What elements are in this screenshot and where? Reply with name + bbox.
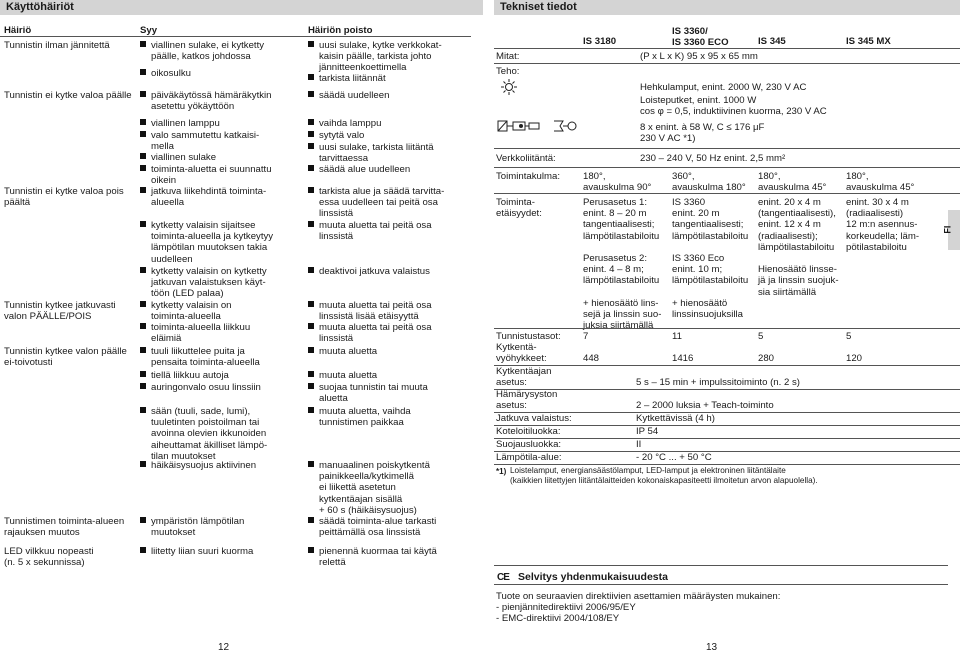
remedy-text: uusi sulake, kytke verkkokat- kaisin päälle, tarkista johto jännitteenkoettimella	[319, 40, 442, 74]
bullet-icon	[308, 41, 314, 47]
bullet-icon	[308, 517, 314, 523]
divider	[494, 193, 960, 194]
label-angle: Toimintakulma:	[496, 171, 560, 182]
value-dimensions: (P x L x K) 95 x 95 x 65 mm	[640, 51, 758, 62]
bullet-icon	[308, 323, 314, 329]
divider	[494, 328, 960, 329]
fault-text: Tunnistin ei kytke valoa päälle	[4, 90, 132, 101]
divider	[494, 167, 960, 168]
divider	[494, 63, 960, 64]
bullet-icon	[140, 41, 146, 47]
conformity-title: Selvitys yhdenmukaisuudesta	[518, 571, 668, 583]
fault-text: Tunnistimen toiminta-alueen rajauksen muutos	[4, 516, 125, 539]
label-continuous-light: Jatkuva valaistus:	[496, 413, 572, 424]
label-enclosure: Koteloitiluokka:	[496, 426, 561, 437]
bullet-icon	[308, 347, 314, 353]
header-divider	[0, 36, 471, 37]
bullet-icon	[308, 383, 314, 389]
bullet-icon	[140, 323, 146, 329]
label-temperature: Lämpötila-alue:	[496, 452, 562, 463]
bullet-icon	[308, 461, 314, 467]
cause-text: toiminta-alueella liikkuu eläimiä	[151, 322, 251, 345]
remedy-item	[308, 186, 473, 220]
remedy-text: muuta aluetta	[319, 346, 378, 357]
bullet-icon	[140, 301, 146, 307]
remedy-text: muuta aluetta	[319, 370, 378, 381]
remedy-text: sytytä valo	[319, 130, 365, 141]
cause-text: kytketty valaisin on kytketty jatkuvan valaistuksen käyt- töön (LED palaa)	[151, 266, 267, 300]
divider	[494, 48, 960, 49]
bullet-icon	[140, 69, 146, 75]
remedy-item	[308, 546, 473, 568]
bullet-icon	[140, 119, 146, 125]
bullet-icon	[140, 221, 146, 227]
cause-text: liitetty liian suuri kuorma	[151, 546, 254, 557]
divider	[494, 365, 960, 366]
value-protection-class: II	[636, 439, 642, 450]
fault-text: Tunnistin ilman jännitettä	[4, 40, 110, 51]
label-mains: Verkkoliitäntä:	[496, 153, 556, 164]
value-time-setting: 5 s – 15 min + impulssitoiminto (n. 2 s)	[636, 377, 800, 388]
remedy-text: säädä uudelleen	[319, 90, 390, 101]
cause-item	[140, 346, 305, 368]
bullet-icon	[308, 187, 314, 193]
cause-text: häikäisysuojus aktiivinen	[151, 460, 257, 471]
remedy-text: manuaalinen poiskytkentä painikkeella/kytkimellä ei liikettä asetetun kytkentäajan sisällä + 60 s (häikäisysuojus)	[319, 460, 430, 516]
bullet-icon	[308, 267, 314, 273]
remedy-text: muuta aluetta tai peitä osa linssistä	[319, 322, 432, 345]
cause-text: auringonvalo osuu linssiin	[151, 382, 261, 393]
fluorescent-lamp-icon	[497, 118, 543, 134]
remedy-item	[308, 118, 473, 129]
section-title-technical-data: Tekniset tiedot	[494, 0, 960, 15]
cause-item	[140, 382, 305, 393]
footnote-text: Loistelamput, energiansäästölamput, LED-lamput ja elektroninen liitäntälaite (kaikkien liitettyjen liitäntälaitteiden kokonaiskapasiteetti ilmoitetun arvon alapuolella).	[510, 466, 818, 485]
remedy-item	[308, 516, 473, 538]
power-incandescent: Hehkulamput, enint. 2000 W, 230 V AC	[640, 82, 807, 93]
column-header-cause: Syy	[140, 25, 158, 36]
remedy-item	[308, 220, 473, 242]
bullet-icon	[308, 119, 314, 125]
divider	[494, 451, 960, 452]
remedy-text: säädä alue uudelleen	[319, 164, 411, 175]
cause-item	[140, 68, 305, 79]
cause-text: toiminta-aluetta ei suunnattu oikein	[151, 164, 272, 187]
led-lamp-icon	[552, 118, 578, 134]
cause-text: päiväkäytössä hämäräkytkin asetettu yökäyttöön	[151, 90, 272, 113]
angle-is3180: 180°, avauskulma 90°	[583, 171, 652, 194]
remedy-item	[308, 406, 473, 428]
remedy-item	[308, 40, 473, 74]
value-enclosure: IP 54	[636, 426, 659, 437]
bullet-icon	[308, 301, 314, 307]
remedy-item	[308, 266, 473, 277]
cause-item	[140, 370, 305, 381]
remedy-item	[308, 130, 473, 141]
cause-item	[140, 406, 305, 462]
divider	[494, 389, 960, 390]
cause-item	[140, 164, 305, 186]
value-mains: 230 – 240 V, 50 Hz enint. 2,5 mm²	[640, 153, 786, 164]
label-power: Teho:	[496, 66, 520, 77]
model-is345: IS 345	[758, 36, 786, 47]
angle-is345: 180°, avauskulma 45°	[758, 171, 827, 194]
cause-item	[140, 152, 305, 163]
bullet-icon	[308, 547, 314, 553]
fault-text: LED vilkkuu nopeasti (n. 5 x sekunnissa)	[4, 546, 94, 569]
ce-mark-icon: CE	[497, 572, 509, 583]
cause-text: tiellä liikkuu autoja	[151, 370, 229, 381]
cause-item	[140, 220, 305, 265]
cause-item	[140, 516, 305, 538]
value-continuous-light: Kytkettävissä (4 h)	[636, 413, 715, 424]
section-title-troubleshooting: Käyttöhäiriöt	[0, 0, 483, 15]
remedy-text: pienennä kuormaa tai käytä relettä	[319, 546, 437, 569]
bullet-icon	[308, 165, 314, 171]
remedy-item	[308, 346, 473, 357]
cause-text: kytketty valaisin on toiminta-alueella	[151, 300, 232, 323]
cause-text: ympäristön lämpötilan muutokset	[151, 516, 245, 539]
levels-is345mx: 5	[846, 331, 852, 342]
remedy-text: deaktivoi jatkuva valaistus	[319, 266, 430, 277]
label-zones: Kytkentä- vyöhykkeet:	[496, 342, 547, 365]
divider	[494, 438, 960, 439]
bullet-icon	[140, 371, 146, 377]
remedy-text: tarkista liitännät	[319, 73, 386, 84]
cause-item	[140, 546, 305, 557]
bullet-icon	[140, 91, 146, 97]
bullet-icon	[140, 153, 146, 159]
levels-is345: 5	[758, 331, 764, 342]
cause-item	[140, 186, 305, 208]
bullet-icon	[140, 547, 146, 553]
remedy-item	[308, 370, 473, 381]
cause-text: tuuli liikuttelee puita ja pensaita toiminta-alueella	[151, 346, 260, 369]
cause-item	[140, 266, 305, 300]
cause-item	[140, 130, 305, 152]
bullet-icon	[140, 347, 146, 353]
remedy-text: tarkista alue ja säädä tarvitta- essa uudelleen tai peitä osa linssistä	[319, 186, 445, 220]
remedy-item	[308, 73, 473, 84]
remedy-text: muuta aluetta, vaihda tunnistimen paikkaa	[319, 406, 411, 429]
value-temperature: - 20 °C ... + 50 °C	[636, 452, 712, 463]
bullet-icon	[140, 267, 146, 273]
divider	[494, 425, 960, 426]
model-is3180: IS 3180	[583, 36, 617, 47]
zones-is345mx: 120	[846, 353, 863, 364]
bullet-icon	[308, 131, 314, 137]
bullet-icon	[308, 371, 314, 377]
bullet-icon	[140, 407, 146, 413]
levels-is3180: 7	[583, 331, 589, 342]
bullet-icon	[308, 221, 314, 227]
range-is345mx: enint. 30 x 4 m (radiaalisesti) 12 m:n asennus- korkeudella; läm- pötilastabiloitu	[846, 197, 920, 253]
label-time-setting: Kytkentäajan asetus:	[496, 366, 552, 389]
incandescent-lamp-icon	[500, 78, 518, 96]
zones-is345: 280	[758, 353, 775, 364]
label-dimensions: Mitat:	[496, 51, 520, 62]
remedy-text: suojaa tunnistin tai muuta aluetta	[319, 382, 428, 405]
divider	[494, 565, 948, 566]
conformity-text: Tuote on seuraavien direktiivien asettamien määräysten mukainen: - pienjännitedirektiivi 2006/95/EY - EMC-direktiivi 2004/108/EY	[496, 591, 781, 625]
model-is3360: IS 3360/ IS 3360 ECO	[672, 26, 729, 49]
bullet-icon	[308, 407, 314, 413]
column-header-remedy: Häiriön poisto	[308, 25, 373, 36]
angle-is345mx: 180°, avauskulma 45°	[846, 171, 915, 194]
remedy-text: muuta aluetta tai peitä osa linssistä lisää etäisyyttä	[319, 300, 432, 323]
cause-item	[140, 300, 305, 322]
cause-text: viallinen lamppu	[151, 118, 220, 129]
divider	[494, 464, 960, 465]
zones-is3180: 448	[583, 353, 600, 364]
column-header-fault: Häiriö	[4, 25, 32, 36]
remedy-item	[308, 460, 473, 516]
cause-item	[140, 40, 305, 62]
cause-text: sään (tuuli, sade, lumi), tuuletinten poistoilman tai avoinna olevien ikkunoiden aiheuttamat äkilliset lämpö- tilan muutokset	[151, 406, 268, 462]
divider	[494, 148, 960, 149]
remedy-item	[308, 142, 473, 164]
power-fluorescent: Loisteputket, enint. 1000 W cos φ = 0,5, induktiivinen kuorma, 230 V AC	[640, 95, 827, 118]
bullet-icon	[140, 517, 146, 523]
angle-is3360: 360°, avauskulma 180°	[672, 171, 746, 194]
remedy-text: uusi sulake, tarkista liitäntä tarvittaessa	[319, 142, 434, 165]
fault-text: Tunnistin kytkee valon päälle ei-toivotusti	[4, 346, 127, 369]
bullet-icon	[140, 131, 146, 137]
label-twilight: Hämärysyston asetus:	[496, 389, 558, 412]
page-number-left: 12	[218, 642, 230, 653]
value-twilight: 2 – 2000 luksia + Teach-toiminto	[636, 400, 774, 411]
label-protection-class: Suojausluokka:	[496, 439, 562, 450]
remedy-text: muuta aluetta tai peitä osa linssistä	[319, 220, 432, 243]
remedy-item	[308, 300, 473, 322]
fault-text: Tunnistin ei kytke valoa pois päältä	[4, 186, 124, 209]
bullet-icon	[140, 187, 146, 193]
range-is3360: IS 3360 enint. 20 m tangentiaalisesti; lämpötilastabiloitu IS 3360 Eco enint. 10 m; lämpötilastabiloitu + hienosäätö linssinsuojuksilla	[672, 197, 749, 321]
footnote-mark: *1)	[496, 467, 507, 476]
range-is3180: Perusasetus 1: enint. 8 – 20 m tangentiaalisesti; lämpötilastabiloitu Perusasetus 2: enint. 4 – 8 m; lämpötilastabiloitu + hienosäätö lins- sejä ja linssin suo- juksia siirtämällä	[583, 197, 662, 332]
language-tab-label: FI	[942, 225, 953, 234]
remedy-text: vaihda lamppu	[319, 118, 382, 129]
model-is345mx: IS 345 MX	[846, 36, 891, 47]
cause-text: jatkuva liikehdintä toiminta- alueella	[151, 186, 267, 209]
zones-is3360: 1416	[672, 353, 694, 364]
label-detection-levels: Tunnistustasot:	[496, 331, 561, 342]
cause-text: valo sammutettu katkaisi- mella	[151, 130, 260, 153]
levels-is3360: 11	[672, 331, 682, 342]
bullet-icon	[140, 461, 146, 467]
cause-item	[140, 118, 305, 129]
remedy-item	[308, 322, 473, 344]
fault-text: Tunnistin kytkee jatkuvasti valon PÄÄLLE/POIS	[4, 300, 116, 323]
range-is345: enint. 20 x 4 m (tangentiaalisesti), enint. 12 x 4 m (radiaalisesti); lämpötilastabiloitu Hienosäätö linsse- jä ja linssin suojuk- sia siirtämällä	[758, 197, 839, 298]
cause-item	[140, 460, 305, 471]
cause-item	[140, 90, 305, 112]
power-led: 8 x enint. à 58 W, C ≤ 176 μF 230 V AC *1)	[640, 122, 765, 145]
bullet-icon	[308, 143, 314, 149]
bullet-icon	[140, 383, 146, 389]
cause-text: viallinen sulake, ei kytketty päälle, katkos johdossa	[151, 40, 265, 63]
cause-text: oikosulku	[151, 68, 191, 79]
cause-text: kytketty valaisin sijaitsee toiminta-alueella ja kytkeytyy lämpötilan muutoksen takia uudelleen	[151, 220, 274, 265]
remedy-text: säädä toiminta-alue tarkasti peittämällä osa linssistä	[319, 516, 437, 539]
divider	[494, 584, 948, 585]
page-number-right: 13	[706, 642, 718, 653]
remedy-item	[308, 164, 473, 175]
bullet-icon	[308, 74, 314, 80]
cause-text: viallinen sulake	[151, 152, 217, 163]
remedy-item	[308, 382, 473, 404]
bullet-icon	[140, 165, 146, 171]
cause-item	[140, 322, 305, 344]
label-range: Toiminta- etäisyydet:	[496, 197, 542, 220]
bullet-icon	[308, 91, 314, 97]
language-tab	[942, 210, 960, 250]
remedy-item	[308, 90, 473, 101]
